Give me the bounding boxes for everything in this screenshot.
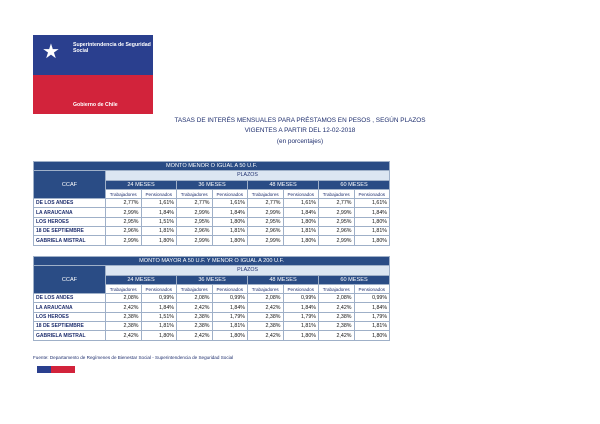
page-subtitle: VIGENTES A PARTIR DEL 12-02-2018 — [244, 127, 356, 134]
section-heading: MONTO MENOR O IGUAL A 50 U.F. — [34, 162, 390, 171]
logo — [33, 35, 153, 114]
rate-cell: 1,80% — [354, 236, 390, 245]
rate-cell: 1,81% — [354, 227, 390, 236]
logo-red-lower — [33, 75, 72, 114]
rate-cell: 2,08% — [106, 294, 142, 303]
rate-cell: 1,84% — [283, 208, 319, 217]
ccaf-name: DE LOS ANDES — [34, 199, 106, 208]
rate-cell: 1,84% — [283, 303, 319, 312]
rate-cell: 2,38% — [248, 322, 284, 331]
rate-cell: 1,61% — [283, 199, 319, 208]
rate-cell: 1,80% — [212, 236, 248, 245]
table-row — [34, 322, 390, 331]
rate-cell: 2,08% — [248, 294, 284, 303]
ccaf-name: 18 DE SEPTIEMBRE — [34, 227, 106, 236]
subheader-cell: Pensionados — [141, 284, 177, 293]
footer-flag — [37, 366, 75, 373]
plazos-row — [34, 266, 390, 275]
rate-cell: 1,81% — [141, 322, 177, 331]
rate-cell: 1,84% — [212, 208, 248, 217]
page-units: (en porcentajes) — [276, 138, 324, 145]
period-header: 60 MESES — [319, 180, 390, 189]
rate-cell: 2,95% — [106, 217, 142, 226]
subheader-cell: Pensionados — [141, 189, 177, 198]
rate-cell: 2,95% — [319, 217, 355, 226]
footer-flag-blue — [37, 366, 51, 373]
table-row — [34, 208, 390, 217]
rate-cell: 1,84% — [141, 303, 177, 312]
rate-cell: 2,77% — [106, 199, 142, 208]
ccaf-header: CCAF — [34, 266, 106, 294]
table-row — [34, 303, 390, 312]
subheader-cell: Trabajadores — [106, 284, 142, 293]
rate-cell: 2,38% — [319, 312, 355, 321]
footer-flag-red — [51, 366, 75, 373]
section-heading-row — [34, 257, 390, 266]
rate-cell: 0,99% — [283, 294, 319, 303]
rate-cell: 1,81% — [212, 227, 248, 236]
rate-cell: 2,99% — [248, 208, 284, 217]
rate-cell: 2,38% — [248, 312, 284, 321]
star-icon: ★ — [42, 41, 60, 63]
rate-cell: 2,96% — [248, 227, 284, 236]
rate-cell: 2,42% — [106, 331, 142, 340]
rate-cell: 1,80% — [283, 217, 319, 226]
rate-cell: 2,99% — [248, 236, 284, 245]
plazos-row — [34, 171, 390, 180]
period-header: 24 MESES — [106, 180, 177, 189]
rate-cell: 2,99% — [319, 208, 355, 217]
ccaf-name: DE LOS ANDES — [34, 294, 106, 303]
rate-cell: 1,81% — [141, 227, 177, 236]
rate-cell: 1,81% — [283, 227, 319, 236]
subheader-cell: Pensionados — [283, 189, 319, 198]
subheader-cell: Trabajadores — [319, 189, 355, 198]
table-row — [34, 331, 390, 340]
rate-cell: 1,81% — [283, 322, 319, 331]
rate-cell: 1,61% — [212, 199, 248, 208]
rate-cell: 0,99% — [141, 294, 177, 303]
subheader-cell: Pensionados — [212, 284, 248, 293]
logo-gov-name: Gobierno de Chile — [73, 102, 118, 108]
rate-cell: 2,96% — [319, 227, 355, 236]
table-row — [34, 199, 390, 208]
rates-table-large — [33, 256, 390, 341]
subheader-cell: Pensionados — [354, 284, 390, 293]
ccaf-name: GABRIELA MISTRAL — [34, 236, 106, 245]
rate-cell: 1,80% — [212, 331, 248, 340]
table-row — [34, 312, 390, 321]
rate-cell: 2,38% — [106, 312, 142, 321]
ccaf-name: GABRIELA MISTRAL — [34, 331, 106, 340]
subheader-cell: Pensionados — [212, 189, 248, 198]
plazos-header: PLAZOS — [106, 266, 390, 275]
period-header: 48 MESES — [248, 275, 319, 284]
rate-cell: 2,42% — [177, 303, 213, 312]
period-header: 36 MESES — [177, 180, 248, 189]
rate-cell: 2,42% — [319, 331, 355, 340]
rate-cell: 1,79% — [212, 312, 248, 321]
subheader-cell: Pensionados — [354, 189, 390, 198]
rate-cell: 1,80% — [283, 331, 319, 340]
rate-cell: 2,96% — [177, 227, 213, 236]
rate-cell: 1,80% — [354, 331, 390, 340]
rate-cell: 1,51% — [141, 217, 177, 226]
rate-cell: 2,96% — [106, 227, 142, 236]
rates-table-small — [33, 161, 390, 246]
period-header: 36 MESES — [177, 275, 248, 284]
rate-cell: 2,99% — [177, 208, 213, 217]
rate-cell: 1,61% — [354, 199, 390, 208]
subheader-cell: Trabajadores — [319, 284, 355, 293]
rate-cell: 2,99% — [106, 236, 142, 245]
rate-cell: 2,77% — [177, 199, 213, 208]
subheader-cell: Trabajadores — [248, 284, 284, 293]
rate-cell: 2,99% — [319, 236, 355, 245]
rate-cell: 1,81% — [354, 322, 390, 331]
ccaf-header: CCAF — [34, 171, 106, 199]
rate-cell: 0,99% — [354, 294, 390, 303]
subheader-cell: Trabajadores — [177, 189, 213, 198]
ccaf-name: LA ARAUCANA — [34, 208, 106, 217]
rate-cell: 1,80% — [141, 236, 177, 245]
period-header: 60 MESES — [319, 275, 390, 284]
rate-cell: 2,42% — [319, 303, 355, 312]
plazos-header: PLAZOS — [106, 171, 390, 180]
rate-cell: 2,38% — [177, 312, 213, 321]
rate-cell: 1,80% — [212, 217, 248, 226]
rate-cell: 2,77% — [248, 199, 284, 208]
rate-cell: 2,42% — [106, 303, 142, 312]
table-row — [34, 217, 390, 226]
table-row — [34, 294, 390, 303]
subheader-cell: Trabajadores — [248, 189, 284, 198]
rate-cell: 1,84% — [212, 303, 248, 312]
logo-red-panel — [72, 75, 153, 114]
table-row — [34, 236, 390, 245]
period-header: 24 MESES — [106, 275, 177, 284]
rate-cell: 2,77% — [319, 199, 355, 208]
rate-cell: 2,95% — [248, 217, 284, 226]
section-heading-row — [34, 162, 390, 171]
rate-cell: 2,95% — [177, 217, 213, 226]
rate-cell: 1,84% — [141, 208, 177, 217]
logo-blue-panel — [72, 35, 153, 75]
rate-cell: 1,61% — [141, 199, 177, 208]
rate-cell: 1,51% — [141, 312, 177, 321]
rate-cell: 1,80% — [141, 331, 177, 340]
rate-cell: 2,38% — [319, 322, 355, 331]
rate-cell: 2,42% — [177, 331, 213, 340]
rate-cell: 2,38% — [177, 322, 213, 331]
subheader-cell: Trabajadores — [177, 284, 213, 293]
section-heading: MONTO MAYOR A 50 U.F. Y MENOR O IGUAL A 200 U.F. — [34, 257, 390, 266]
rate-cell: 1,79% — [354, 312, 390, 321]
rate-cell: 2,99% — [106, 208, 142, 217]
rate-cell: 2,38% — [106, 322, 142, 331]
rate-cell: 1,84% — [354, 303, 390, 312]
rate-cell: 1,81% — [212, 322, 248, 331]
rate-cell: 2,99% — [177, 236, 213, 245]
logo-org-name: Superintendencia de Seguridad Social — [73, 42, 151, 55]
rate-cell: 2,42% — [248, 303, 284, 312]
page-title: TASAS DE INTERÉS MENSUALES PARA PRÉSTAMOS EN PESOS , SEGÚN PLAZOS — [174, 117, 426, 124]
subheader-cell: Trabajadores — [106, 189, 142, 198]
rate-cell: 1,84% — [354, 208, 390, 217]
subheader-cell: Pensionados — [283, 284, 319, 293]
rate-cell: 1,79% — [283, 312, 319, 321]
ccaf-name: LOS HEROES — [34, 312, 106, 321]
source-note: Fuente: Departamento de Regímenes de Bienestar Social - Superintendencia de Seguridad Social — [33, 355, 234, 360]
ccaf-name: 18 DE SEPTIEMBRE — [34, 322, 106, 331]
rate-cell: 2,08% — [319, 294, 355, 303]
ccaf-name: LA ARAUCANA — [34, 303, 106, 312]
period-header: 48 MESES — [248, 180, 319, 189]
rate-cell: 1,80% — [354, 217, 390, 226]
ccaf-name: LOS HEROES — [34, 217, 106, 226]
rate-cell: 0,99% — [212, 294, 248, 303]
rate-cell: 2,42% — [248, 331, 284, 340]
rate-cell: 1,80% — [283, 236, 319, 245]
table-row — [34, 227, 390, 236]
rate-cell: 2,08% — [177, 294, 213, 303]
